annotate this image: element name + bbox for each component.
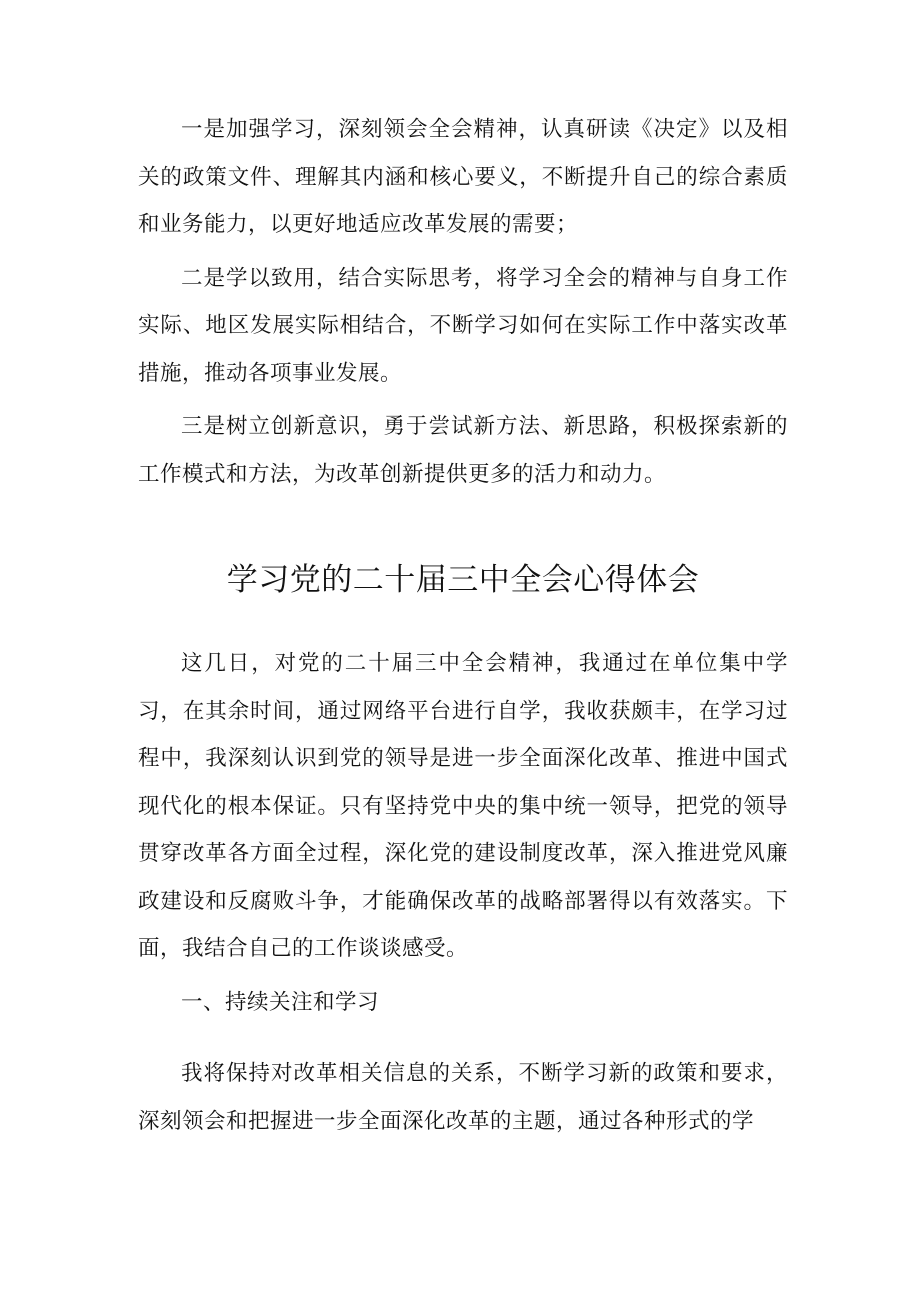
body-paragraph-2: 我将保持对改革相关信息的关系，不断学习新的政策和要求，深刻领会和把握进一步全面深化改革的主题，通过各种形式的学 <box>138 1061 788 1134</box>
body-paragraph-1: 这几日，对党的二十届三中全会精神，我通过在单位集中学习，在其余时间，通过网络平台进行自学，我收获颇丰，在学习过程中，我深刻认识到党的领导是进一步全面深化改革、推进中国式现代化的根本保证。只有坚持党中央的集中统一领导，把党的领导贯穿改革各方面全过程，深化党的建设制度改革，深入推进党风廉政建设和反腐败斗争，才能确保改革的战略部署得以有效落实。下面，我结合自己的工作谈谈感受。 <box>138 651 788 961</box>
document-title: 学习党的二十届三中全会心得体会 <box>226 562 700 598</box>
section-heading-1: 一、持续关注和学习 <box>181 989 380 1015</box>
intro-paragraph-3: 三是树立创新意识，勇于尝试新方法、新思路，积极探索新的工作模式和方法，为改革创新提供更多的活力和动力。 <box>138 414 788 487</box>
intro-paragraph-2: 二是学以致用，结合实际思考，将学习全会的精神与自身工作实际、地区发展实际相结合，不断学习如何在实际工作中落实改革措施，推动各项事业发展。 <box>138 265 788 386</box>
document-page <box>138 106 788 1151</box>
intro-paragraph-1: 一是加强学习，深刻领会全会精神，认真研读《决定》以及相关的政策文件、理解其内涵和核心要义，不断提升自己的综合素质和业务能力，以更好地适应改革发展的需要； <box>138 117 788 237</box>
